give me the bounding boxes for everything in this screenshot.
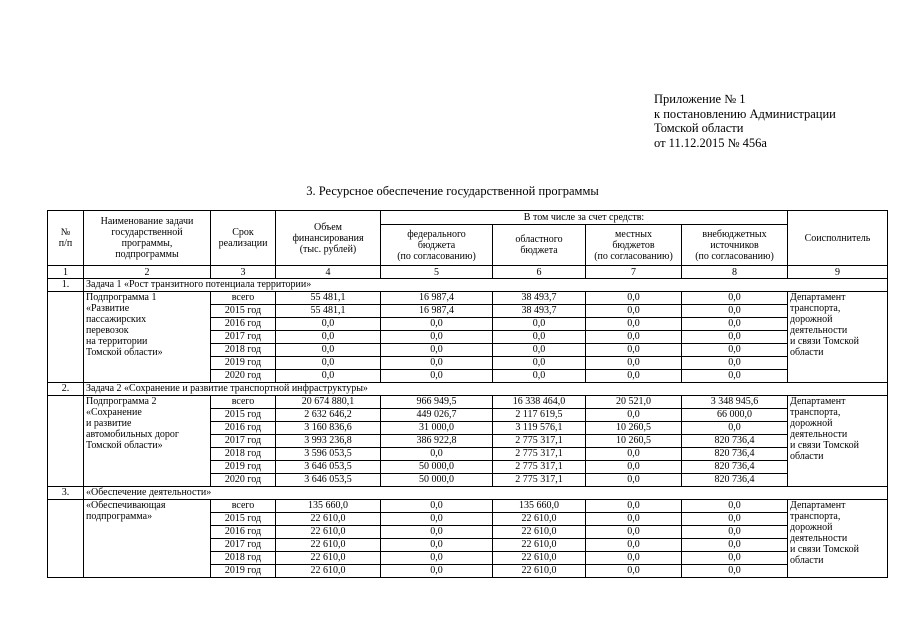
term-cell: 2015 год: [211, 513, 276, 526]
task-title: «Обеспечение деятельности»: [84, 487, 888, 500]
volume-cell: 3 993 236,8: [276, 435, 381, 448]
subprogram-line: «Развитие: [86, 303, 130, 314]
volume-cell: 2 632 646,2: [276, 409, 381, 422]
offbudget-cell: 0,0: [682, 318, 788, 331]
local-cell: 0,0: [586, 305, 682, 318]
offbudget-cell: 0,0: [682, 292, 788, 305]
coexecutor-line: деятельности: [790, 533, 848, 544]
column-number-row: [48, 266, 888, 279]
local-cell: 0,0: [586, 292, 682, 305]
volume-cell: 3 160 836,6: [276, 422, 381, 435]
subprogram-line: на территории: [86, 336, 148, 347]
task-title: Задача 2 «Сохранение и развитие транспортной инфраструктуры»: [84, 383, 888, 396]
term-cell: 2018 год: [211, 552, 276, 565]
header-line: Приложение № 1: [654, 92, 746, 106]
column-number: 7: [586, 266, 682, 279]
subprogram-line: «Обеспечивающая: [86, 500, 166, 511]
header-line: Томской области: [654, 121, 744, 135]
coexecutor-line: дорожной: [790, 314, 833, 325]
volume-cell: 22 610,0: [276, 513, 381, 526]
column-number: 1: [48, 266, 84, 279]
coexecutor-line: транспорта,: [790, 407, 841, 418]
coexecutor: [788, 396, 888, 487]
local-cell: 0,0: [586, 370, 682, 383]
federal-cell: 449 026,7: [381, 409, 493, 422]
regional-cell: 3 119 576,1: [493, 422, 586, 435]
offbudget-cell: 0,0: [682, 305, 788, 318]
regional-cell: 22 610,0: [493, 565, 586, 578]
local-cell: 0,0: [586, 331, 682, 344]
term-cell: 2016 год: [211, 526, 276, 539]
volume-cell: 3 596 053,5: [276, 448, 381, 461]
term-cell: 2019 год: [211, 357, 276, 370]
document-header: [654, 92, 904, 150]
subprogram-line: и развитие: [86, 418, 132, 429]
regional-cell: 16 338 464,0: [493, 396, 586, 409]
offbudget-cell: 0,0: [682, 539, 788, 552]
term-cell: 2019 год: [211, 565, 276, 578]
local-cell: 10 260,5: [586, 435, 682, 448]
federal-cell: 0,0: [381, 513, 493, 526]
term-cell: 2020 год: [211, 474, 276, 487]
federal-cell: 50 000,0: [381, 461, 493, 474]
federal-cell: 0,0: [381, 539, 493, 552]
subprogram-line: Подпрограмма 2: [86, 396, 157, 407]
offbudget-cell: 0,0: [682, 552, 788, 565]
task-number: 2.: [48, 383, 84, 396]
subprogram-line: Томской области»: [86, 347, 163, 358]
offbudget-cell: 3 348 945,6: [682, 396, 788, 409]
table-row: [48, 292, 888, 305]
coexecutor-line: транспорта,: [790, 303, 841, 314]
volume-cell: 0,0: [276, 357, 381, 370]
federal-cell: 0,0: [381, 448, 493, 461]
page-title: 3. Ресурсное обеспечение государственной программы: [306, 184, 599, 198]
volume-cell: 135 660,0: [276, 500, 381, 513]
offbudget-cell: 0,0: [682, 500, 788, 513]
subprogram-line: пассажирских: [86, 314, 147, 325]
header-line: от 11.12.2015 № 456а: [654, 135, 767, 150]
local-cell: 0,0: [586, 565, 682, 578]
term-cell: 2018 год: [211, 448, 276, 461]
coexecutor: [788, 500, 888, 578]
table-body: [48, 279, 888, 578]
federal-cell: 0,0: [381, 344, 493, 357]
resource-table: [47, 210, 888, 578]
volume-cell: 0,0: [276, 331, 381, 344]
federal-cell: 0,0: [381, 500, 493, 513]
term-cell: 2017 год: [211, 539, 276, 552]
local-cell: 0,0: [586, 552, 682, 565]
federal-cell: 31 000,0: [381, 422, 493, 435]
local-cell: 20 521,0: [586, 396, 682, 409]
regional-cell: 0,0: [493, 318, 586, 331]
volume-cell: 0,0: [276, 318, 381, 331]
offbudget-cell: 0,0: [682, 331, 788, 344]
offbudget-cell: 820 736,4: [682, 461, 788, 474]
regional-cell: 22 610,0: [493, 552, 586, 565]
coexecutor-line: и связи Томской: [790, 544, 859, 555]
regional-cell: 0,0: [493, 370, 586, 383]
regional-cell: 135 660,0: [493, 500, 586, 513]
regional-cell: 0,0: [493, 331, 586, 344]
offbudget-cell: 0,0: [682, 344, 788, 357]
offbudget-cell: 820 736,4: [682, 448, 788, 461]
federal-cell: 0,0: [381, 357, 493, 370]
term-cell: 2019 год: [211, 461, 276, 474]
regional-cell: 0,0: [493, 357, 586, 370]
column-number: 6: [493, 266, 586, 279]
task-row: [48, 383, 888, 396]
coexecutor-line: Департамент: [790, 292, 846, 303]
subprogram-line: Подпрограмма 1: [86, 292, 157, 303]
subprogram-line: «Сохранение: [86, 407, 142, 418]
federal-cell: 0,0: [381, 565, 493, 578]
local-cell: 0,0: [586, 461, 682, 474]
offbudget-cell: 0,0: [682, 513, 788, 526]
coexecutor: [788, 292, 888, 383]
offbudget-cell: 0,0: [682, 565, 788, 578]
term-cell: 2018 год: [211, 344, 276, 357]
volume-cell: 0,0: [276, 344, 381, 357]
volume-cell: 55 481,1: [276, 305, 381, 318]
local-cell: 0,0: [586, 409, 682, 422]
term-cell: всего: [211, 500, 276, 513]
federal-cell: 0,0: [381, 552, 493, 565]
volume-cell: 3 646 053,5: [276, 461, 381, 474]
header-term: Срок реализации: [211, 211, 276, 266]
subprogram-line: Томской области»: [86, 440, 163, 451]
local-cell: 0,0: [586, 357, 682, 370]
volume-cell: 22 610,0: [276, 552, 381, 565]
coexecutor-line: области: [790, 555, 824, 566]
coexecutor-line: и связи Томской: [790, 440, 859, 451]
subprogram-name: [84, 500, 211, 578]
offbudget-cell: 0,0: [682, 422, 788, 435]
header-no: № п/п: [48, 211, 84, 266]
task-number: 3.: [48, 487, 84, 500]
subprogram-line: автомобильных дорог: [86, 429, 180, 440]
coexecutor-line: деятельности: [790, 325, 848, 336]
offbudget-cell: 820 736,4: [682, 474, 788, 487]
volume-cell: 3 646 053,5: [276, 474, 381, 487]
subprogram-line: подпрограмма»: [86, 511, 153, 522]
federal-cell: 16 987,4: [381, 292, 493, 305]
task-row: [48, 487, 888, 500]
local-cell: 0,0: [586, 448, 682, 461]
local-cell: 0,0: [586, 474, 682, 487]
header-volume: Объем финансирования (тыс. рублей): [276, 211, 381, 266]
federal-cell: 0,0: [381, 526, 493, 539]
task-number: 1.: [48, 279, 84, 292]
regional-cell: 2 775 317,1: [493, 474, 586, 487]
offbudget-cell: 820 736,4: [682, 435, 788, 448]
header-coexecutor: Соисполнитель: [788, 211, 888, 266]
coexecutor-line: области: [790, 451, 824, 462]
column-number: 8: [682, 266, 788, 279]
term-cell: 2015 год: [211, 305, 276, 318]
column-number: 3: [211, 266, 276, 279]
coexecutor-line: деятельности: [790, 429, 848, 440]
term-cell: всего: [211, 396, 276, 409]
task-row: [48, 279, 888, 292]
regional-cell: 22 610,0: [493, 539, 586, 552]
empty-cell: [48, 292, 84, 383]
local-cell: 10 260,5: [586, 422, 682, 435]
empty-cell: [48, 500, 84, 578]
volume-cell: 0,0: [276, 370, 381, 383]
offbudget-cell: 0,0: [682, 357, 788, 370]
local-cell: 0,0: [586, 526, 682, 539]
regional-cell: 22 610,0: [493, 526, 586, 539]
offbudget-cell: 0,0: [682, 526, 788, 539]
regional-cell: 38 493,7: [493, 292, 586, 305]
subprogram-line: перевозок: [86, 325, 129, 336]
subprogram-name: [84, 292, 211, 383]
federal-cell: 966 949,5: [381, 396, 493, 409]
coexecutor-line: Департамент: [790, 500, 846, 511]
federal-cell: 0,0: [381, 370, 493, 383]
offbudget-cell: 0,0: [682, 370, 788, 383]
federal-cell: 0,0: [381, 318, 493, 331]
column-number: 9: [788, 266, 888, 279]
task-title: Задача 1 «Рост транзитного потенциала территории»: [84, 279, 888, 292]
coexecutor-line: дорожной: [790, 418, 833, 429]
regional-cell: 0,0: [493, 344, 586, 357]
coexecutor-line: области: [790, 347, 824, 358]
regional-cell: 22 610,0: [493, 513, 586, 526]
volume-cell: 55 481,1: [276, 292, 381, 305]
header-offbudget: внебюджетных источников (по согласованию): [682, 225, 788, 266]
table-row: [48, 500, 888, 513]
header-local: местных бюджетов (по согласованию): [586, 225, 682, 266]
header-regional: областного бюджета: [493, 225, 586, 266]
subprogram-name: [84, 396, 211, 487]
regional-cell: 2 117 619,5: [493, 409, 586, 422]
header-including: В том числе за счет средств:: [381, 211, 788, 225]
local-cell: 0,0: [586, 344, 682, 357]
volume-cell: 20 674 880,1: [276, 396, 381, 409]
federal-cell: 386 922,8: [381, 435, 493, 448]
coexecutor-line: Департамент: [790, 396, 846, 407]
term-cell: 2017 год: [211, 331, 276, 344]
coexecutor-line: и связи Томской: [790, 336, 859, 347]
federal-cell: 0,0: [381, 331, 493, 344]
column-number: 5: [381, 266, 493, 279]
volume-cell: 22 610,0: [276, 539, 381, 552]
term-cell: 2016 год: [211, 318, 276, 331]
local-cell: 0,0: [586, 513, 682, 526]
offbudget-cell: 66 000,0: [682, 409, 788, 422]
term-cell: 2016 год: [211, 422, 276, 435]
term-cell: 2015 год: [211, 409, 276, 422]
regional-cell: 38 493,7: [493, 305, 586, 318]
empty-cell: [48, 396, 84, 487]
coexecutor-line: транспорта,: [790, 511, 841, 522]
header-line: к постановлению Администрации: [654, 106, 836, 121]
regional-cell: 2 775 317,1: [493, 435, 586, 448]
volume-cell: 22 610,0: [276, 526, 381, 539]
regional-cell: 2 775 317,1: [493, 448, 586, 461]
header-federal: федерального бюджета (по согласованию): [381, 225, 493, 266]
federal-cell: 16 987,4: [381, 305, 493, 318]
federal-cell: 50 000,0: [381, 474, 493, 487]
table-row: [48, 396, 888, 409]
local-cell: 0,0: [586, 500, 682, 513]
column-number: 2: [84, 266, 211, 279]
term-cell: 2017 год: [211, 435, 276, 448]
column-number: 4: [276, 266, 381, 279]
local-cell: 0,0: [586, 539, 682, 552]
regional-cell: 2 775 317,1: [493, 461, 586, 474]
term-cell: 2020 год: [211, 370, 276, 383]
local-cell: 0,0: [586, 318, 682, 331]
header-name: Наименование задачи государственной программы, подпрограммы: [84, 211, 211, 266]
coexecutor-line: дорожной: [790, 522, 833, 533]
volume-cell: 22 610,0: [276, 565, 381, 578]
term-cell: всего: [211, 292, 276, 305]
